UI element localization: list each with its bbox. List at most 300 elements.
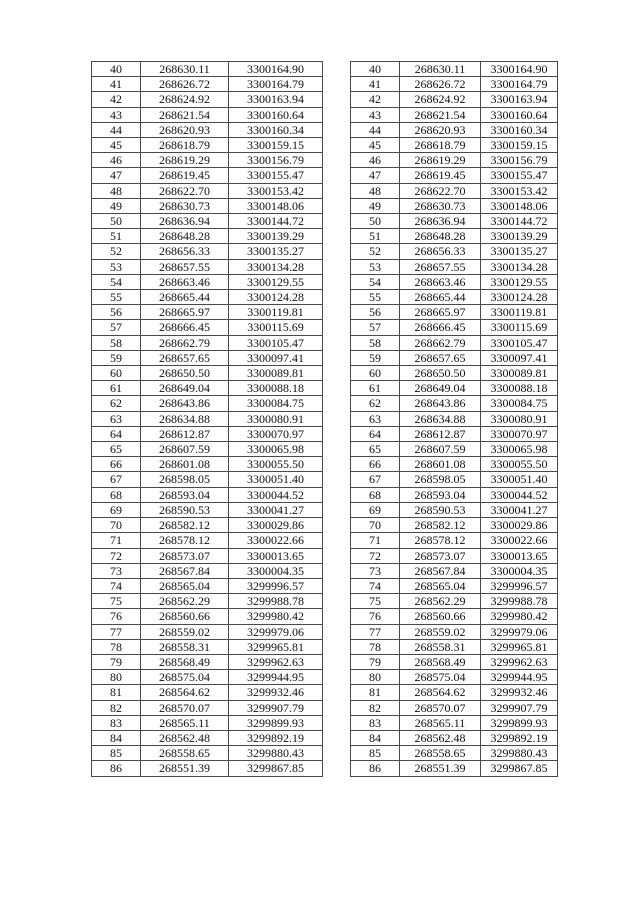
x-coordinate-cell: 268634.88 — [141, 411, 229, 426]
y-coordinate-cell: 3300129.55 — [481, 274, 558, 289]
y-coordinate-cell: 3300160.64 — [481, 107, 558, 122]
x-coordinate-cell: 268612.87 — [141, 426, 229, 441]
table-row — [92, 594, 323, 609]
y-coordinate-cell: 3300164.90 — [229, 62, 323, 77]
y-coordinate-cell: 3300013.65 — [229, 548, 323, 563]
point-number-cell: 48 — [351, 183, 400, 198]
table-row — [351, 411, 558, 426]
table-row — [92, 122, 323, 137]
table-row — [92, 77, 323, 92]
x-coordinate-cell: 268620.93 — [400, 122, 481, 137]
point-number-cell: 53 — [351, 259, 400, 274]
x-coordinate-cell: 268665.44 — [400, 290, 481, 305]
x-coordinate-cell: 268562.29 — [141, 594, 229, 609]
y-coordinate-cell: 3300080.91 — [229, 411, 323, 426]
table-row — [351, 548, 558, 563]
y-coordinate-cell: 3300163.94 — [481, 92, 558, 107]
point-number-cell: 48 — [92, 183, 141, 198]
table-row — [92, 533, 323, 548]
point-number-cell: 71 — [351, 533, 400, 548]
point-number-cell: 64 — [351, 426, 400, 441]
y-coordinate-cell: 3299932.46 — [481, 685, 558, 700]
coordinate-table-right — [350, 61, 558, 777]
y-coordinate-cell: 3299979.06 — [229, 624, 323, 639]
x-coordinate-cell: 268650.50 — [400, 366, 481, 381]
table-row — [351, 320, 558, 335]
x-coordinate-cell: 268666.45 — [400, 320, 481, 335]
table-row — [92, 685, 323, 700]
y-coordinate-cell: 3299996.57 — [481, 578, 558, 593]
table-row — [351, 654, 558, 669]
table-row — [92, 654, 323, 669]
y-coordinate-cell: 3300155.47 — [481, 168, 558, 183]
point-number-cell: 62 — [92, 396, 141, 411]
point-number-cell: 56 — [92, 305, 141, 320]
x-coordinate-cell: 268575.04 — [400, 670, 481, 685]
y-coordinate-cell: 3299962.63 — [481, 654, 558, 669]
x-coordinate-cell: 268663.46 — [141, 274, 229, 289]
point-number-cell: 51 — [92, 229, 141, 244]
y-coordinate-cell: 3300029.86 — [229, 518, 323, 533]
y-coordinate-cell: 3300119.81 — [229, 305, 323, 320]
table-row — [92, 381, 323, 396]
y-coordinate-cell: 3299944.95 — [229, 670, 323, 685]
y-coordinate-cell: 3300159.15 — [229, 138, 323, 153]
y-coordinate-cell: 3299996.57 — [229, 578, 323, 593]
y-coordinate-cell: 3300097.41 — [481, 350, 558, 365]
y-coordinate-cell: 3300070.97 — [481, 426, 558, 441]
y-coordinate-cell: 3300004.35 — [229, 563, 323, 578]
y-coordinate-cell: 3299892.19 — [229, 730, 323, 745]
x-coordinate-cell: 268551.39 — [400, 761, 481, 776]
x-coordinate-cell: 268568.49 — [400, 654, 481, 669]
table-row — [351, 153, 558, 168]
point-number-cell: 41 — [351, 77, 400, 92]
point-number-cell: 58 — [92, 335, 141, 350]
table-row — [351, 381, 558, 396]
y-coordinate-cell: 3300160.34 — [481, 122, 558, 137]
table-row — [92, 487, 323, 502]
table-row — [351, 350, 558, 365]
table-row — [351, 730, 558, 745]
x-coordinate-cell: 268564.62 — [141, 685, 229, 700]
table-row — [351, 670, 558, 685]
y-coordinate-cell: 3300124.28 — [229, 290, 323, 305]
y-coordinate-cell: 3300088.18 — [229, 381, 323, 396]
point-number-cell: 67 — [351, 472, 400, 487]
table-row — [92, 761, 323, 776]
x-coordinate-cell: 268620.93 — [141, 122, 229, 137]
x-coordinate-cell: 268624.92 — [400, 92, 481, 107]
x-coordinate-cell: 268558.31 — [400, 639, 481, 654]
x-coordinate-cell: 268598.05 — [400, 472, 481, 487]
table-row — [92, 548, 323, 563]
point-number-cell: 51 — [351, 229, 400, 244]
point-number-cell: 60 — [351, 366, 400, 381]
x-coordinate-cell: 268598.05 — [141, 472, 229, 487]
table-row — [92, 244, 323, 259]
point-number-cell: 69 — [351, 502, 400, 517]
y-coordinate-cell: 3299979.06 — [481, 624, 558, 639]
table-row — [92, 153, 323, 168]
point-number-cell: 75 — [92, 594, 141, 609]
y-coordinate-cell: 3300160.64 — [229, 107, 323, 122]
point-number-cell: 63 — [351, 411, 400, 426]
point-number-cell: 49 — [92, 198, 141, 213]
table-row — [92, 183, 323, 198]
table-row — [351, 335, 558, 350]
table-row — [92, 274, 323, 289]
point-number-cell: 77 — [351, 624, 400, 639]
x-coordinate-cell: 268564.62 — [400, 685, 481, 700]
table-row — [351, 685, 558, 700]
x-coordinate-cell: 268573.07 — [400, 548, 481, 563]
table-row — [92, 168, 323, 183]
point-number-cell: 82 — [351, 700, 400, 715]
point-number-cell: 40 — [351, 62, 400, 77]
y-coordinate-cell: 3300134.28 — [481, 259, 558, 274]
y-coordinate-cell: 3299932.46 — [229, 685, 323, 700]
x-coordinate-cell: 268590.53 — [141, 502, 229, 517]
point-number-cell: 57 — [351, 320, 400, 335]
point-number-cell: 54 — [351, 274, 400, 289]
y-coordinate-cell: 3300070.97 — [229, 426, 323, 441]
y-coordinate-cell: 3299907.79 — [481, 700, 558, 715]
x-coordinate-cell: 268643.86 — [141, 396, 229, 411]
point-number-cell: 79 — [351, 654, 400, 669]
x-coordinate-cell: 268648.28 — [141, 229, 229, 244]
point-number-cell: 61 — [351, 381, 400, 396]
point-number-cell: 64 — [92, 426, 141, 441]
y-coordinate-cell: 3300004.35 — [481, 563, 558, 578]
table-row — [351, 396, 558, 411]
point-number-cell: 65 — [92, 442, 141, 457]
x-coordinate-cell: 268559.02 — [141, 624, 229, 639]
coordinate-table-left-body — [92, 62, 323, 777]
x-coordinate-cell: 268565.11 — [141, 715, 229, 730]
x-coordinate-cell: 268565.04 — [400, 578, 481, 593]
point-number-cell: 59 — [351, 350, 400, 365]
y-coordinate-cell: 3300115.69 — [481, 320, 558, 335]
point-number-cell: 59 — [92, 350, 141, 365]
y-coordinate-cell: 3299867.85 — [229, 761, 323, 776]
x-coordinate-cell: 268578.12 — [141, 533, 229, 548]
table-row — [92, 229, 323, 244]
y-coordinate-cell: 3300144.72 — [481, 214, 558, 229]
x-coordinate-cell: 268558.65 — [141, 746, 229, 761]
point-number-cell: 75 — [351, 594, 400, 609]
table-row — [351, 305, 558, 320]
x-coordinate-cell: 268559.02 — [400, 624, 481, 639]
table-row — [92, 198, 323, 213]
x-coordinate-cell: 268634.88 — [400, 411, 481, 426]
y-coordinate-cell: 3300088.18 — [481, 381, 558, 396]
x-coordinate-cell: 268601.08 — [400, 457, 481, 472]
point-number-cell: 63 — [92, 411, 141, 426]
x-coordinate-cell: 268657.65 — [400, 350, 481, 365]
x-coordinate-cell: 268570.07 — [141, 700, 229, 715]
table-row — [92, 366, 323, 381]
y-coordinate-cell: 3299965.81 — [481, 639, 558, 654]
point-number-cell: 55 — [351, 290, 400, 305]
table-row — [351, 274, 558, 289]
y-coordinate-cell: 3300164.79 — [229, 77, 323, 92]
point-number-cell: 76 — [92, 609, 141, 624]
y-coordinate-cell: 3300051.40 — [481, 472, 558, 487]
x-coordinate-cell: 268636.94 — [141, 214, 229, 229]
x-coordinate-cell: 268622.70 — [141, 183, 229, 198]
y-coordinate-cell: 3300055.50 — [481, 457, 558, 472]
point-number-cell: 55 — [92, 290, 141, 305]
y-coordinate-cell: 3299988.78 — [229, 594, 323, 609]
x-coordinate-cell: 268558.31 — [141, 639, 229, 654]
y-coordinate-cell: 3300129.55 — [229, 274, 323, 289]
point-number-cell: 82 — [92, 700, 141, 715]
point-number-cell: 80 — [351, 670, 400, 685]
table-row — [351, 290, 558, 305]
point-number-cell: 86 — [351, 761, 400, 776]
table-row — [351, 578, 558, 593]
x-coordinate-cell: 268560.66 — [400, 609, 481, 624]
y-coordinate-cell: 3300084.75 — [229, 396, 323, 411]
table-row — [351, 168, 558, 183]
point-number-cell: 79 — [92, 654, 141, 669]
x-coordinate-cell: 268593.04 — [400, 487, 481, 502]
x-coordinate-cell: 268666.45 — [141, 320, 229, 335]
point-number-cell: 42 — [351, 92, 400, 107]
x-coordinate-cell: 268649.04 — [400, 381, 481, 396]
table-row — [351, 92, 558, 107]
point-number-cell: 58 — [351, 335, 400, 350]
point-number-cell: 57 — [92, 320, 141, 335]
x-coordinate-cell: 268562.48 — [141, 730, 229, 745]
table-row — [92, 624, 323, 639]
point-number-cell: 54 — [92, 274, 141, 289]
y-coordinate-cell: 3300164.90 — [481, 62, 558, 77]
table-row — [351, 366, 558, 381]
point-number-cell: 70 — [351, 518, 400, 533]
point-number-cell: 73 — [351, 563, 400, 578]
point-number-cell: 83 — [92, 715, 141, 730]
y-coordinate-cell: 3299962.63 — [229, 654, 323, 669]
y-coordinate-cell: 3300148.06 — [229, 198, 323, 213]
x-coordinate-cell: 268618.79 — [400, 138, 481, 153]
table-row — [92, 107, 323, 122]
y-coordinate-cell: 3299899.93 — [229, 715, 323, 730]
point-number-cell: 80 — [92, 670, 141, 685]
y-coordinate-cell: 3300065.98 — [481, 442, 558, 457]
x-coordinate-cell: 268630.73 — [141, 198, 229, 213]
table-row — [92, 62, 323, 77]
point-number-cell: 68 — [92, 487, 141, 502]
table-row — [351, 472, 558, 487]
y-coordinate-cell: 3300084.75 — [481, 396, 558, 411]
point-number-cell: 43 — [92, 107, 141, 122]
point-number-cell: 53 — [92, 259, 141, 274]
point-number-cell: 70 — [92, 518, 141, 533]
y-coordinate-cell: 3300013.65 — [481, 548, 558, 563]
x-coordinate-cell: 268663.46 — [400, 274, 481, 289]
x-coordinate-cell: 268657.55 — [400, 259, 481, 274]
point-number-cell: 44 — [92, 122, 141, 137]
point-number-cell: 73 — [92, 563, 141, 578]
point-number-cell: 71 — [92, 533, 141, 548]
y-coordinate-cell: 3300153.42 — [481, 183, 558, 198]
x-coordinate-cell: 268621.54 — [400, 107, 481, 122]
y-coordinate-cell: 3300163.94 — [229, 92, 323, 107]
x-coordinate-cell: 268565.11 — [400, 715, 481, 730]
x-coordinate-cell: 268567.84 — [400, 563, 481, 578]
point-number-cell: 69 — [92, 502, 141, 517]
point-number-cell: 45 — [92, 138, 141, 153]
point-number-cell: 46 — [92, 153, 141, 168]
y-coordinate-cell: 3299965.81 — [229, 639, 323, 654]
y-coordinate-cell: 3300153.42 — [229, 183, 323, 198]
y-coordinate-cell: 3300044.52 — [229, 487, 323, 502]
x-coordinate-cell: 268551.39 — [141, 761, 229, 776]
point-number-cell: 47 — [92, 168, 141, 183]
point-number-cell: 50 — [92, 214, 141, 229]
point-number-cell: 44 — [351, 122, 400, 137]
y-coordinate-cell: 3300089.81 — [229, 366, 323, 381]
point-number-cell: 56 — [351, 305, 400, 320]
x-coordinate-cell: 268648.28 — [400, 229, 481, 244]
point-number-cell: 52 — [92, 244, 141, 259]
point-number-cell: 77 — [92, 624, 141, 639]
y-coordinate-cell: 3299899.93 — [481, 715, 558, 730]
y-coordinate-cell: 3300156.79 — [229, 153, 323, 168]
point-number-cell: 85 — [92, 746, 141, 761]
y-coordinate-cell: 3300022.66 — [229, 533, 323, 548]
table-row — [92, 518, 323, 533]
point-number-cell: 78 — [351, 639, 400, 654]
table-row — [92, 214, 323, 229]
x-coordinate-cell: 268582.12 — [141, 518, 229, 533]
point-number-cell: 60 — [92, 366, 141, 381]
point-number-cell: 42 — [92, 92, 141, 107]
point-number-cell: 66 — [351, 457, 400, 472]
coordinate-table-right-body — [351, 62, 558, 777]
x-coordinate-cell: 268578.12 — [400, 533, 481, 548]
y-coordinate-cell: 3300041.27 — [481, 502, 558, 517]
x-coordinate-cell: 268665.44 — [141, 290, 229, 305]
x-coordinate-cell: 268593.04 — [141, 487, 229, 502]
x-coordinate-cell: 268570.07 — [400, 700, 481, 715]
y-coordinate-cell: 3300134.28 — [229, 259, 323, 274]
y-coordinate-cell: 3300041.27 — [229, 502, 323, 517]
y-coordinate-cell: 3300022.66 — [481, 533, 558, 548]
point-number-cell: 45 — [351, 138, 400, 153]
x-coordinate-cell: 268662.79 — [141, 335, 229, 350]
y-coordinate-cell: 3299892.19 — [481, 730, 558, 745]
table-row — [351, 198, 558, 213]
y-coordinate-cell: 3300144.72 — [229, 214, 323, 229]
table-row — [351, 442, 558, 457]
y-coordinate-cell: 3300156.79 — [481, 153, 558, 168]
y-coordinate-cell: 3300119.81 — [481, 305, 558, 320]
y-coordinate-cell: 3299880.43 — [481, 746, 558, 761]
table-row — [92, 305, 323, 320]
y-coordinate-cell: 3299867.85 — [481, 761, 558, 776]
point-number-cell: 72 — [351, 548, 400, 563]
point-number-cell: 81 — [351, 685, 400, 700]
x-coordinate-cell: 268650.50 — [141, 366, 229, 381]
point-number-cell: 85 — [351, 746, 400, 761]
x-coordinate-cell: 268568.49 — [141, 654, 229, 669]
table-row — [351, 715, 558, 730]
table-row — [92, 335, 323, 350]
x-coordinate-cell: 268630.11 — [141, 62, 229, 77]
point-number-cell: 49 — [351, 198, 400, 213]
table-row — [351, 746, 558, 761]
y-coordinate-cell: 3300115.69 — [229, 320, 323, 335]
table-row — [92, 442, 323, 457]
x-coordinate-cell: 268560.66 — [141, 609, 229, 624]
table-row — [92, 730, 323, 745]
y-coordinate-cell: 3300065.98 — [229, 442, 323, 457]
table-row — [351, 624, 558, 639]
table-row — [92, 259, 323, 274]
y-coordinate-cell: 3300097.41 — [229, 350, 323, 365]
point-number-cell: 47 — [351, 168, 400, 183]
point-number-cell: 66 — [92, 457, 141, 472]
table-row — [351, 259, 558, 274]
table-row — [351, 426, 558, 441]
y-coordinate-cell: 3300148.06 — [481, 198, 558, 213]
x-coordinate-cell: 268619.45 — [141, 168, 229, 183]
x-coordinate-cell: 268575.04 — [141, 670, 229, 685]
x-coordinate-cell: 268621.54 — [141, 107, 229, 122]
x-coordinate-cell: 268656.33 — [400, 244, 481, 259]
table-row — [351, 639, 558, 654]
x-coordinate-cell: 268558.65 — [400, 746, 481, 761]
x-coordinate-cell: 268573.07 — [141, 548, 229, 563]
x-coordinate-cell: 268662.79 — [400, 335, 481, 350]
y-coordinate-cell: 3299980.42 — [481, 609, 558, 624]
x-coordinate-cell: 268618.79 — [141, 138, 229, 153]
y-coordinate-cell: 3300080.91 — [481, 411, 558, 426]
point-number-cell: 67 — [92, 472, 141, 487]
x-coordinate-cell: 268626.72 — [141, 77, 229, 92]
y-coordinate-cell: 3300159.15 — [481, 138, 558, 153]
table-row — [351, 62, 558, 77]
table-row — [92, 700, 323, 715]
x-coordinate-cell: 268612.87 — [400, 426, 481, 441]
point-number-cell: 52 — [351, 244, 400, 259]
point-number-cell: 74 — [351, 578, 400, 593]
table-row — [351, 107, 558, 122]
y-coordinate-cell: 3299944.95 — [481, 670, 558, 685]
table-row — [351, 700, 558, 715]
point-number-cell: 50 — [351, 214, 400, 229]
x-coordinate-cell: 268619.45 — [400, 168, 481, 183]
x-coordinate-cell: 268657.65 — [141, 350, 229, 365]
table-row — [351, 244, 558, 259]
table-row — [351, 214, 558, 229]
x-coordinate-cell: 268657.55 — [141, 259, 229, 274]
table-row — [92, 92, 323, 107]
table-row — [92, 670, 323, 685]
table-row — [92, 138, 323, 153]
table-row — [92, 411, 323, 426]
coordinate-table-left — [91, 61, 323, 777]
point-number-cell: 83 — [351, 715, 400, 730]
table-row — [351, 563, 558, 578]
x-coordinate-cell: 268649.04 — [141, 381, 229, 396]
table-row — [92, 715, 323, 730]
point-number-cell: 65 — [351, 442, 400, 457]
point-number-cell: 41 — [92, 77, 141, 92]
